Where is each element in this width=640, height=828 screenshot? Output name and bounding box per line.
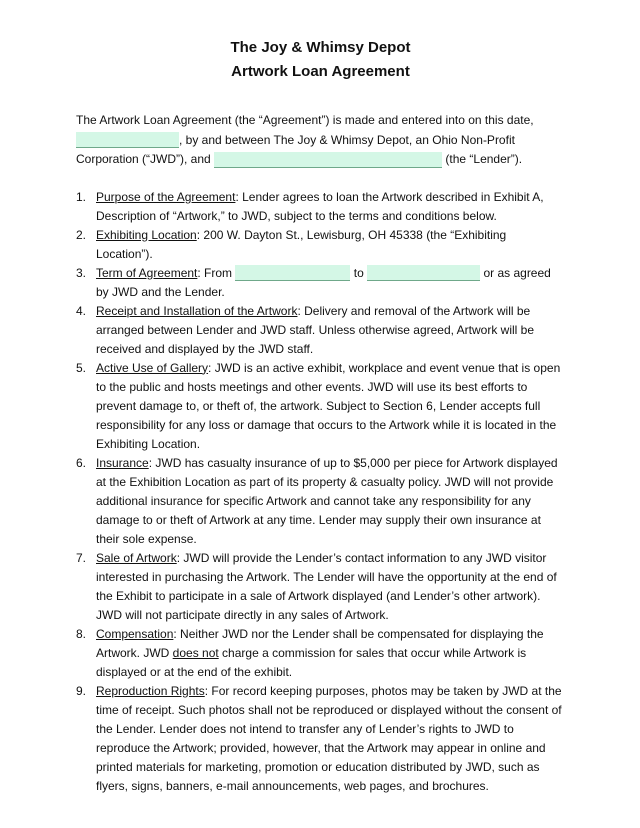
clause-heading: Sale of Artwork: [96, 550, 177, 565]
clause-heading: Exhibiting Location: [96, 227, 197, 242]
term-end-field[interactable]: [367, 265, 480, 281]
clause-heading: Insurance: [96, 455, 149, 470]
intro-text: Corporation (“JWD”), and: [76, 152, 211, 166]
clause-number: 5.: [76, 360, 87, 375]
clause-number: 7.: [76, 550, 87, 565]
clause-receipt-installation: [76, 302, 565, 359]
clause-term: [76, 264, 565, 302]
term-start-field[interactable]: [235, 265, 350, 281]
clause-text: to: [353, 265, 364, 280]
clause-compensation: [76, 625, 565, 682]
clause-number: 2.: [76, 227, 87, 242]
organization-title: The Joy & Whimsy Depot: [230, 39, 411, 56]
emphasis-text: does not: [172, 645, 219, 660]
clause-reproduction: [76, 682, 565, 796]
clause-text: : From: [197, 265, 233, 280]
clause-text: : Lender agrees to loan the Artwork described in Exhibit A, Description of “Artwork,” to JWD, subject to the terms and conditions below.: [96, 189, 544, 223]
clause-number: 3.: [76, 265, 87, 280]
clauses-list: [76, 188, 565, 796]
clause-heading: Receipt and Installation of the Artwork: [96, 303, 298, 318]
clause-heading: Purpose of the Agreement: [96, 189, 236, 204]
clause-heading: Term of Agreement: [96, 265, 198, 280]
document-title: Artwork Loan Agreement: [231, 63, 410, 80]
clause-number: 6.: [76, 455, 87, 470]
clause-text: or as agreed: [483, 265, 551, 280]
clause-text: by JWD and the Lender.: [96, 284, 225, 299]
clause-text: charge a commission for sales that occur while Artwork is displayed or at the end of the exhibit.: [96, 645, 527, 679]
intro-paragraph: [76, 111, 565, 170]
agreement-date-field[interactable]: [76, 132, 179, 148]
clause-heading: Reproduction Rights: [96, 683, 205, 698]
intro-text: (the “Lender”).: [445, 152, 523, 166]
clause-active-use: [76, 359, 565, 454]
clause-purpose: [76, 188, 565, 226]
lender-name-field[interactable]: [214, 152, 442, 168]
clause-text: : For record keeping purposes, photos may be taken by JWD at the time of receipt. Such photos shall not be reproduced or displayed without the consent of the Lender. Lender does not intend to transfer any of Lender’s rights to JWD to reproduce the Artwork; provided, however, that the Artwork may appear in online and printed materials for marketing, promotion or education distributed by JWD, such as flyers, signs, banners, e-mail announcements, web pages, and brochures.: [96, 683, 562, 793]
clause-heading: Compensation: [96, 626, 174, 641]
clause-text: : Delivery and removal of the Artwork will be arranged between Lender and JWD staff. Unless otherwise agreed, Artwork will be received and displayed by the JWD staff.: [96, 303, 535, 356]
clause-number: 1.: [76, 189, 87, 204]
clause-number: 9.: [76, 683, 87, 698]
clause-text: : Neither JWD nor the Lender shall be compensated for displaying the Artwork. JWD: [96, 626, 544, 660]
intro-text: , by and between The Joy & Whimsy Depot, an Ohio Non-Profit: [179, 132, 515, 147]
clause-heading: Active Use of Gallery: [96, 360, 209, 375]
clause-number: 4.: [76, 303, 87, 318]
clause-text: : JWD will provide the Lender’s contact information to any JWD visitor interested in purchasing the Artwork. The Lender will have the opportunity at the end of the Exhibit to participate in a sale of Artwork displayed (and Lender’s other artwork). JWD will not participate directly in any sales of Artwork.: [96, 550, 557, 622]
clause-sale: [76, 549, 565, 625]
clause-text: : 200 W. Dayton St., Lewisburg, OH 45338 (the “Exhibiting Location”).: [96, 227, 507, 261]
clause-text: : JWD is an active exhibit, workplace and event venue that is open to the public and hosts meetings and other events. JWD will use its best efforts to prevent damage to, or theft of, the artwork. Subject to Section 6, Lender accepts full responsibility for any loss or damage that occurs to the Artwork while it is located in the Exhibiting Location.: [96, 360, 561, 451]
clause-text: : JWD has casualty insurance of up to $5,000 per piece for Artwork displayed at the Exhibition Location as part of its property & casualty policy. JWD will not provide additional insurance for specific Artwork and cannot take any responsibility for any damage to or theft of Artwork at any time. Lender may supply their own insurance at their sole expense.: [96, 455, 558, 546]
clause-insurance: [76, 454, 565, 549]
clause-number: 8.: [76, 626, 87, 641]
clause-location: [76, 226, 565, 264]
intro-text: The Artwork Loan Agreement (the “Agreement”) is made and entered into on this date,: [76, 113, 534, 127]
